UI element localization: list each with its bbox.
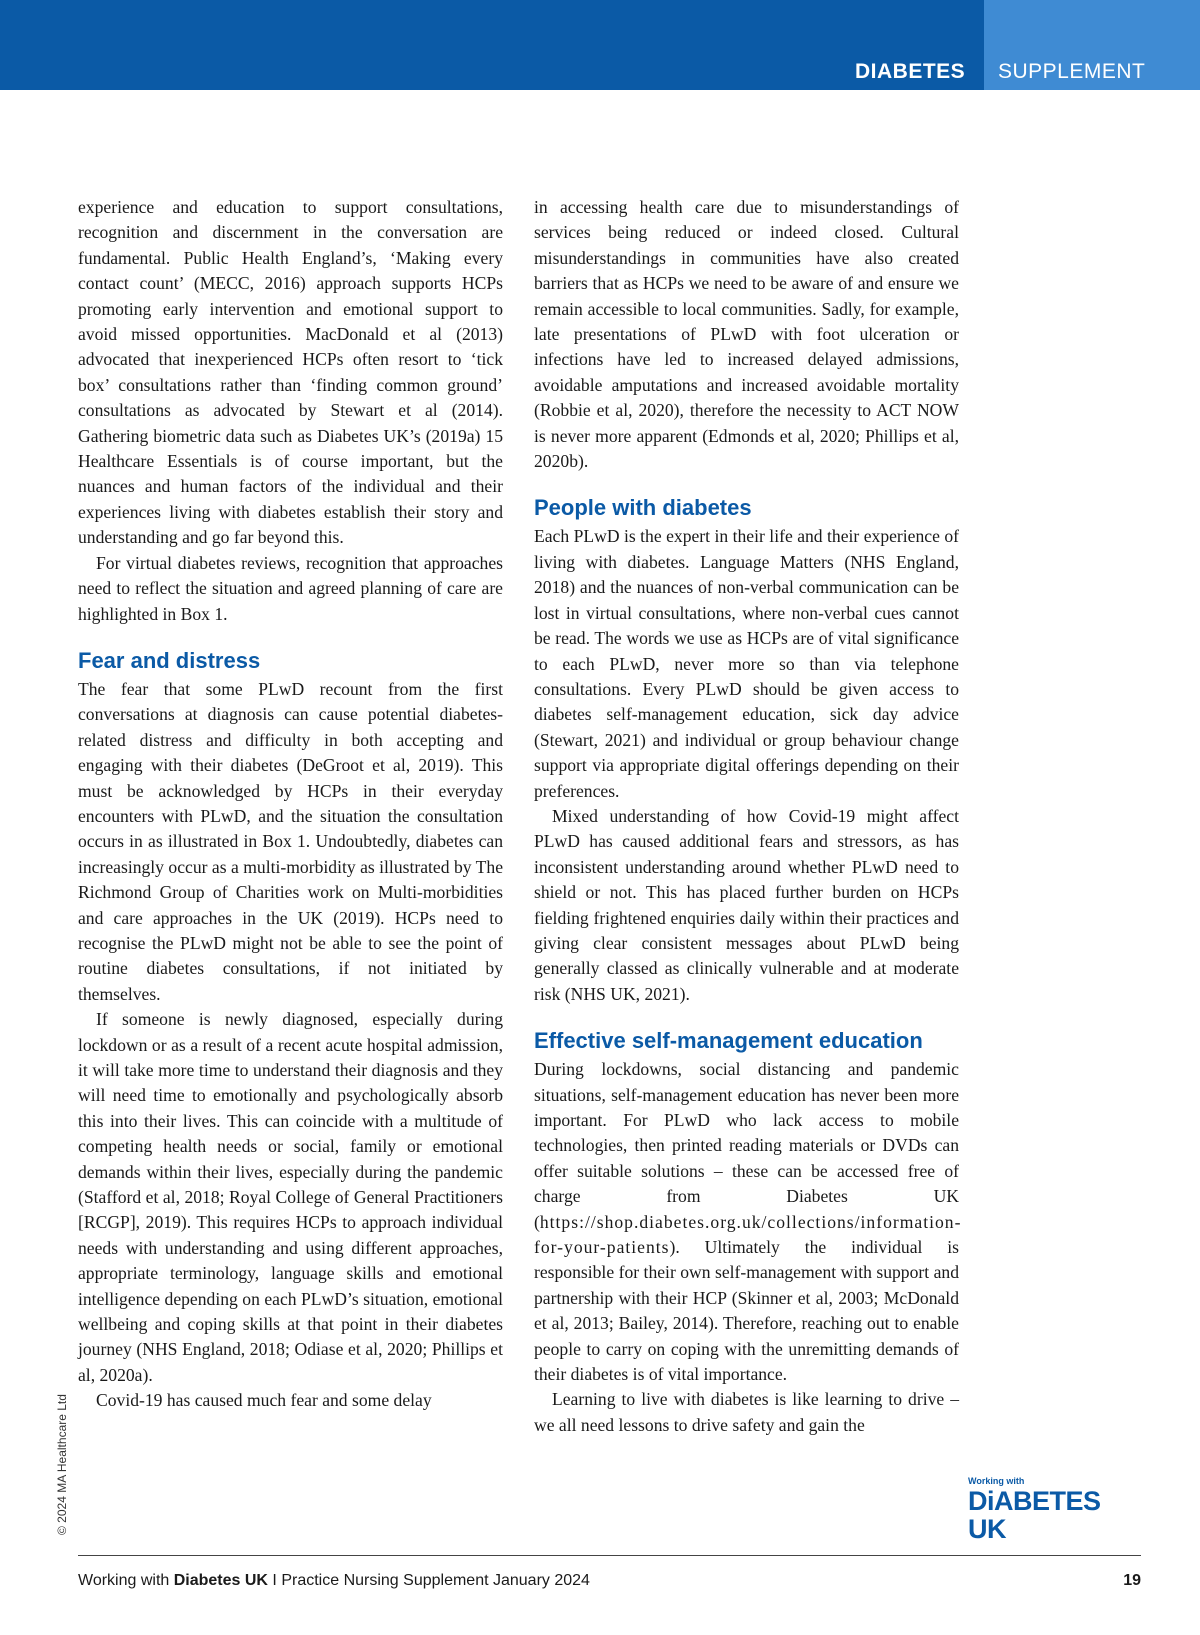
left-column [78,195,503,1414]
shop-link[interactable]: https://shop.diabetes.org.uk/collections/information-for-your-patients [534,1211,962,1258]
copyright-notice: © 2024 MA Healthcare Ltd [55,1394,69,1535]
paragraph: The fear that some PLwD recount from the first conversations at diagnosis can cause potential diabetes-related distress and difficulty in both accepting and engaging with their diabetes (DeGroot et al, 2019). This must be acknowledged by HCPs in their everyday encounters with PLwD, and the situation the consultation occurs in as illustrated in Box 1. Undoubtedly, diabetes can increasingly occur as a multi-morbidity as illustrated by The Richmond Group of Charities work on Multi-morbidities and care approaches in the UK (2019). HCPs need to recognise the PLwD might not be able to see the point of routine diabetes consultations, if not initiated by themselves. [78,678,503,1004]
paragraph [534,1057,962,1387]
footer-publication [78,1572,590,1590]
section-heading-people: People with diabetes [534,495,752,521]
section-heading-education: Effective self-management education [534,1028,923,1054]
paragraph-text: During lockdowns, social distancing and pandemic situations, self-management education has never been more important. For PLwD who lack access to mobile technologies, then printed reading materials or DVDs can offer suitable solutions – these can be accessed free of charge from Diabetes UK ( [534,1059,959,1232]
paragraph: Covid-19 has caused much fear and some delay [96,1390,432,1411]
footer-brand: Diabetes UK [173,1572,268,1589]
paragraph: If someone is newly diagnosed, especially during lockdown or as a result of a recent acute hospital admission, it will take more time to understand their diagnosis and they will need time to emotionally and psychologically absorb this into their lives. This can coincide with a multitude of competing health needs or social, family or emotional demands within their lives, especially during the pandemic (Stafford et al, 2018; Royal College of General Practitioners [RCGP], 2019). This requires HCPs to approach individual needs with understanding and using different approaches, appropriate terminology, language skills and emotional intelligence depending on each PLwD’s situation, emotional wellbeing and coping skills at that point in their diabetes journey (NHS England, 2018; Odiase et al, 2020; Phillips et al, 2020a). [78,1009,503,1385]
right-column [534,195,962,1438]
page-number: 19 [1123,1572,1141,1589]
footer-prefix: Working with [78,1572,174,1589]
footer-suffix: I Practice Nursing Supplement January 2024 [267,1572,590,1589]
paragraph: For virtual diabetes reviews, recognition that approaches need to reflect the situation and agreed planning of care are highlighted in Box 1. [78,552,503,624]
logo-wordmark: DiABETES UK [968,1486,1101,1544]
diabetes-uk-logo [968,1476,1143,1543]
paragraph: in accessing health care due to misunderstandings of services being reduced or indeed closed. Cultural misunderstandings in communities have also created barriers that as HCPs we need to be aware of and ensure we remain accessible to local communities. Sadly, for example, late presentations of PLwD with foot ulceration or infections have led to increased delayed admissions, avoidable amputations and increased avoidable mortality (Robbie et al, 2020), therefore the necessity to ACT NOW is never more apparent (Edmonds et al, 2020; Phillips et al, 2020b). [534,197,959,472]
paragraph-text: ). Ultimately the individual is responsible for their own self-management with support and partnership with their HCP (Skinner et al, 2003; McDonald et al, 2013; Bailey, 2014). Therefore, reaching out to enable people to carry on coping with the unremitting demands of their diabetes is of vital importance. [534,1237,959,1385]
paragraph: Each PLwD is the expert in their life and their experience of living with diabetes. Language Matters (NHS England, 2018) and the nuances of non-verbal communication can be lost in virtual consultations, where non-verbal cues cannot be read. The words we use as HCPs are of vital significance to each PLwD, never more so than via telephone consultations. Every PLwD should be given access to diabetes self-management education, sick day advice (Stewart, 2021) and individual or group behaviour change support via appropriate digital offerings depending on their preferences. [534,526,959,801]
footer-divider [78,1555,1141,1556]
paragraph: Mixed understanding of how Covid-19 might affect PLwD has caused additional fears and stressors, as has inconsistent understanding around whether PLwD need to shield or not. This has placed further burden on HCPs fielding frightened enquiries daily within their practices and giving clear consistent messages about PLwD being generally classed as clinically vulnerable and at moderate risk (NHS UK, 2021). [534,805,959,1004]
logo-tagline: Working with [968,1476,1025,1486]
section-label: DIABETES [855,60,966,83]
section-heading-fear: Fear and distress [78,647,261,673]
paragraph: experience and education to support consultations, recognition and discernment in the conversation are fundamental. Public Health England’s, ‘Making every contact count’ (MECC, 2016) approach supports HCPs promoting early intervention and emotional support to avoid missed opportunities. MacDonald et al (2013) advocated that inexperienced HCPs often resort to ‘tick box’ consultations rather than ‘finding common ground’ consultations as advocated by Stewart et al (2014). Gathering biometric data such as Diabetes UK’s (2019a) 15 Healthcare Essentials is of course important, but the nuances and human factors of the individual and their experiences living with diabetes establish their story and understanding and go far beyond this. [78,197,503,548]
paragraph: Learning to live with diabetes is like learning to drive – we all need lessons to drive safety and gain the [534,1389,959,1435]
section-sublabel: SUPPLEMENT [998,60,1146,83]
